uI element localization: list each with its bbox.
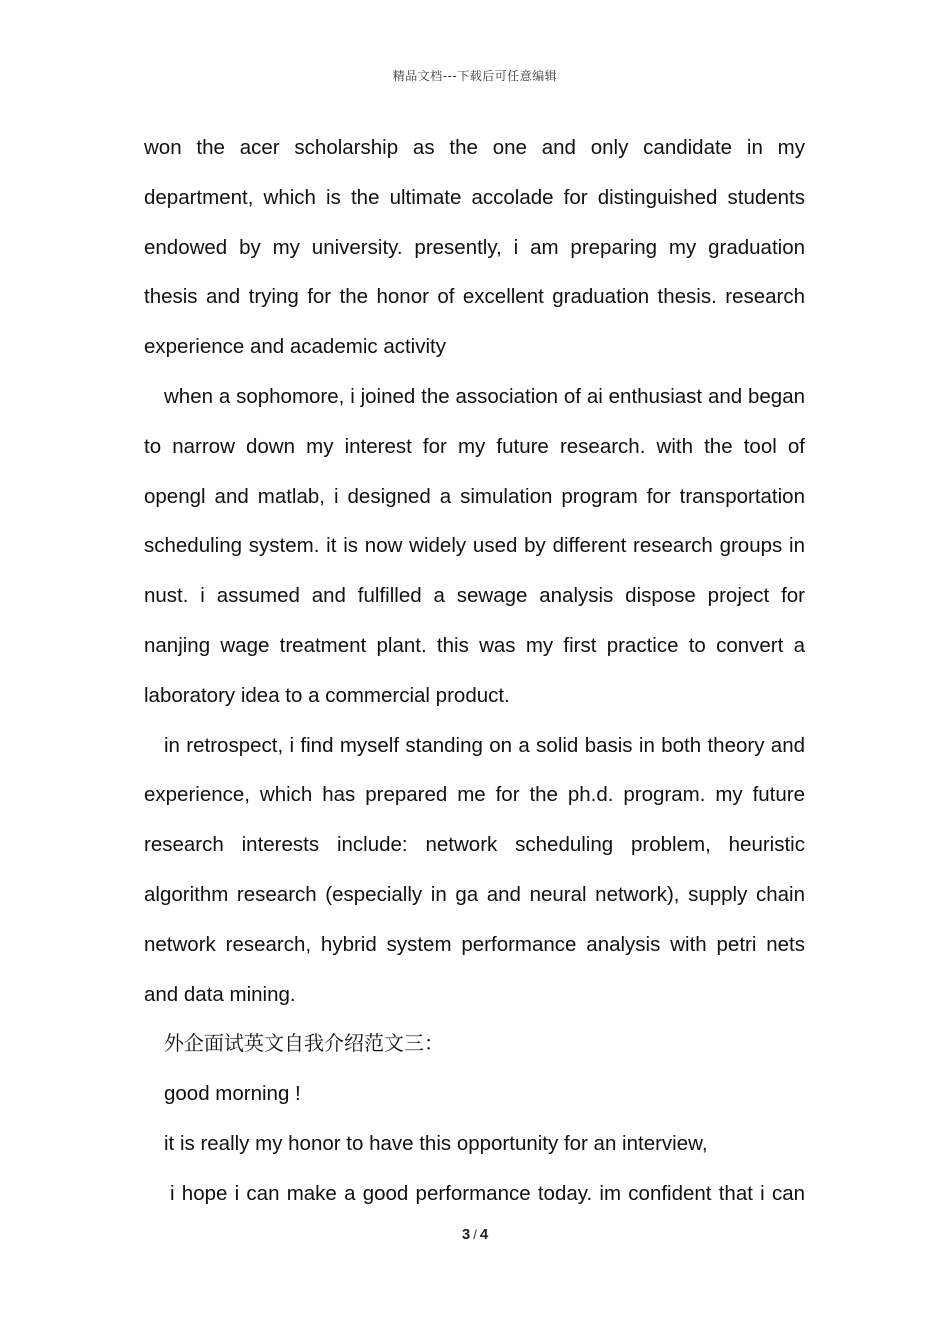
paragraph-retrospect: in retrospect, i find myself standing on a solid basis in both theory and experience, which has prepared me for the ph.d. program. my future research interests include: network scheduling problem, heuristic algorithm research (especially in ga and neural network), supply chain network research, hybrid system performance analysis with petri nets and data mining. [144, 733, 805, 1006]
greeting-line: good morning ! [164, 1082, 301, 1106]
document-body [144, 123, 805, 1219]
paragraph-research-experience: when a sophomore, i joined the association of ai enthusiast and began to narrow down my interest for my future research. with the tool of opengl and matlab, i designed a simulation program for transportation scheduling system. it is now widely used by different research groups in nust. i assumed and fulfilled a sewage analysis dispose project for nanjing wage treatment plant. this was my first practice to convert a laboratory idea to a commercial product. [144, 384, 805, 707]
page-separator: / [473, 1227, 477, 1242]
honor-line: it is really my honor to have this opportunity for an interview, [164, 1131, 708, 1155]
current-page-number: 3 [461, 1226, 471, 1243]
total-pages-number: 4 [479, 1226, 489, 1243]
page-header: 精品文档---下载后可任意编辑 [392, 69, 558, 83]
page-number [0, 1226, 950, 1243]
hope-line: i hope i can make a good performance today. im confident that i can [170, 1181, 805, 1205]
paragraph-scholarship: won the acer scholarship as the one and only candidate in my department, which is the ultimate accolade for distinguished students endowed by my university. presently, i am preparing my graduation thesis and trying for the honor of excellent graduation thesis. research experience and academic activity [144, 136, 805, 359]
section-heading-cn: 外企面试英文自我介绍范文三： [164, 1031, 444, 1056]
